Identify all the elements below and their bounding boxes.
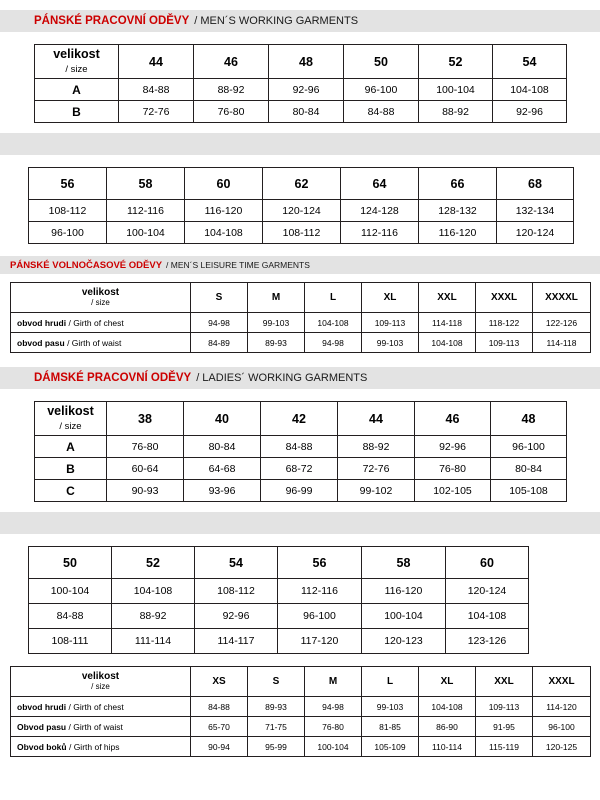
- measure-cell: 99-103: [248, 313, 305, 333]
- measure-cell: 116-120: [419, 222, 497, 244]
- row-label-en: / Girth of chest: [68, 701, 124, 712]
- measure-cell: 71-75: [248, 717, 305, 737]
- table-wrap-ladies-working-cont: [0, 546, 600, 654]
- measure-cell: 84-88: [261, 436, 338, 458]
- measure-cell: 68-72: [261, 458, 338, 480]
- measure-cell: 120-124: [446, 579, 529, 604]
- measure-cell: 94-98: [305, 333, 362, 353]
- measure-cell: 88-92: [338, 436, 415, 458]
- measure-cell: 84-88: [29, 604, 112, 629]
- row-label: C: [35, 480, 107, 502]
- table-ladies-working-cont: [28, 546, 529, 654]
- section-heading-mens-working: [0, 10, 600, 32]
- table-header-row: [29, 168, 574, 200]
- measure-cell: 109-113: [476, 697, 533, 717]
- measure-cell: 88-92: [112, 604, 195, 629]
- size-label-en: / size: [91, 682, 110, 692]
- measure-cell: 105-109: [362, 737, 419, 757]
- measure-cell: 90-94: [191, 737, 248, 757]
- measure-cell: 132-134: [497, 200, 574, 222]
- size-header-cell: L: [362, 667, 419, 697]
- measure-cell: 116-120: [185, 200, 263, 222]
- measure-cell: 96-100: [344, 79, 419, 101]
- table-row: [35, 101, 567, 123]
- measure-cell: 91-95: [476, 717, 533, 737]
- table-ladies-leisure: [10, 666, 591, 757]
- size-header-cell: 56: [278, 547, 362, 579]
- size-header-cell: 62: [263, 168, 341, 200]
- measure-cell: 80-84: [491, 458, 567, 480]
- heading-black-text: / MEN´S WORKING GARMENTS: [194, 15, 359, 27]
- row-label: [11, 697, 191, 717]
- table-row: [35, 79, 567, 101]
- size-label-cell: [35, 402, 107, 436]
- measure-cell: 115-119: [476, 737, 533, 757]
- measure-cell: 112-116: [341, 222, 419, 244]
- section-divider-bar: [0, 133, 600, 155]
- size-header-cell: 52: [419, 45, 493, 79]
- size-header-cell: S: [248, 667, 305, 697]
- table-header-row: [11, 283, 591, 313]
- size-header-cell: 54: [195, 547, 278, 579]
- measure-cell: 100-104: [305, 737, 362, 757]
- table-header-row: [11, 667, 591, 697]
- measure-cell: 84-88: [191, 697, 248, 717]
- size-header-cell: 52: [112, 547, 195, 579]
- measure-cell: 108-112: [263, 222, 341, 244]
- measure-cell: 100-104: [419, 79, 493, 101]
- measure-cell: 109-113: [476, 333, 533, 353]
- size-header-cell: 46: [415, 402, 491, 436]
- row-label-cz: obvod hrudi: [17, 317, 67, 328]
- size-header-cell: M: [248, 283, 305, 313]
- measure-cell: 80-84: [184, 436, 261, 458]
- size-label-cz: velikost: [81, 670, 120, 682]
- measure-cell: 105-108: [491, 480, 567, 502]
- size-header-cell: XL: [419, 667, 476, 697]
- size-header-cell: XXXXL: [533, 283, 591, 313]
- measure-cell: 76-80: [305, 717, 362, 737]
- measure-cell: 123-126: [446, 629, 529, 654]
- measure-cell: 84-89: [191, 333, 248, 353]
- heading-red-text: DÁMSKÉ PRACOVNÍ ODĚVY: [34, 372, 192, 384]
- table-row: [11, 313, 591, 333]
- measure-cell: 84-88: [344, 101, 419, 123]
- section-heading-ladies-working: [0, 367, 600, 389]
- measure-cell: 120-124: [263, 200, 341, 222]
- measure-cell: 120-124: [497, 222, 574, 244]
- size-label-cz: velikost: [47, 403, 94, 418]
- measure-cell: 114-117: [195, 629, 278, 654]
- measure-cell: 112-116: [107, 200, 185, 222]
- row-label: B: [35, 458, 107, 480]
- size-header-cell: 48: [269, 45, 344, 79]
- table-header-row: [29, 547, 529, 579]
- row-label-en: / Girth of waist: [67, 337, 122, 348]
- heading-black-text: / LADIES´ WORKING GARMENTS: [196, 372, 368, 384]
- section-divider-bar: [0, 512, 600, 534]
- size-header-cell: 38: [107, 402, 184, 436]
- row-label: A: [35, 436, 107, 458]
- measure-cell: 114-118: [419, 313, 476, 333]
- table-mens-leisure: [10, 282, 591, 353]
- size-label-cz: velikost: [53, 46, 100, 61]
- size-header-cell: 58: [107, 168, 185, 200]
- table-wrap-ladies-leisure: [0, 666, 600, 757]
- measure-cell: 88-92: [419, 101, 493, 123]
- size-label-en: / size: [91, 298, 110, 308]
- row-label-cz: obvod pasu: [17, 337, 65, 348]
- measure-cell: 99-103: [362, 697, 419, 717]
- size-header-cell: S: [191, 283, 248, 313]
- size-label-cell: [11, 283, 191, 313]
- measure-cell: 76-80: [194, 101, 269, 123]
- table-wrap-mens-leisure: [0, 282, 600, 353]
- size-header-cell: 40: [184, 402, 261, 436]
- measure-cell: 92-96: [415, 436, 491, 458]
- measure-cell: 104-108: [305, 313, 362, 333]
- measure-cell: 120-125: [533, 737, 591, 757]
- row-label: [11, 737, 191, 757]
- size-header-cell: 50: [29, 547, 112, 579]
- measure-cell: 124-128: [341, 200, 419, 222]
- measure-cell: 100-104: [362, 604, 446, 629]
- size-header-cell: XXL: [419, 283, 476, 313]
- measure-cell: 80-84: [269, 101, 344, 123]
- measure-cell: 72-76: [119, 101, 194, 123]
- measure-cell: 104-108: [493, 79, 567, 101]
- measure-cell: 94-98: [305, 697, 362, 717]
- measure-cell: 102-105: [415, 480, 491, 502]
- table-row: [11, 333, 591, 353]
- table-mens-working: [34, 44, 567, 123]
- table-row: [29, 604, 529, 629]
- size-header-cell: 48: [491, 402, 567, 436]
- measure-cell: 94-98: [191, 313, 248, 333]
- measure-cell: 108-111: [29, 629, 112, 654]
- size-header-cell: 68: [497, 168, 574, 200]
- measure-cell: 64-68: [184, 458, 261, 480]
- measure-cell: 117-120: [278, 629, 362, 654]
- size-header-cell: 66: [419, 168, 497, 200]
- measure-cell: 92-96: [195, 604, 278, 629]
- table-wrap-mens-working-cont: [0, 167, 600, 244]
- measure-cell: 72-76: [338, 458, 415, 480]
- measure-cell: 96-100: [533, 717, 591, 737]
- measure-cell: 104-108: [112, 579, 195, 604]
- size-header-cell: XS: [191, 667, 248, 697]
- table-header-row: [35, 402, 567, 436]
- measure-cell: 92-96: [493, 101, 567, 123]
- measure-cell: 104-108: [419, 333, 476, 353]
- measure-cell: 65-70: [191, 717, 248, 737]
- row-label-en: / Girth of hips: [68, 741, 120, 752]
- size-header-cell: XXL: [476, 667, 533, 697]
- size-header-cell: M: [305, 667, 362, 697]
- table-wrap-ladies-working: [0, 401, 600, 502]
- heading-black-text: / MEN´S LEISURE TIME GARMENTS: [166, 260, 310, 270]
- heading-red-text: PÁNSKÉ VOLNOČASOVÉ ODĚVY: [10, 259, 163, 271]
- measure-cell: 100-104: [29, 579, 112, 604]
- row-label: [11, 717, 191, 737]
- table-row: [11, 717, 591, 737]
- size-header-cell: 64: [341, 168, 419, 200]
- table-row: [35, 480, 567, 502]
- table-row: [29, 579, 529, 604]
- size-header-cell: L: [305, 283, 362, 313]
- table-row: [29, 222, 574, 244]
- row-label: [11, 313, 191, 333]
- size-header-cell: 46: [194, 45, 269, 79]
- size-header-cell: 60: [185, 168, 263, 200]
- measure-cell: 99-103: [362, 333, 419, 353]
- table-wrap-mens-working: [0, 44, 600, 123]
- size-label-en: / size: [65, 64, 88, 76]
- measure-cell: 86-90: [419, 717, 476, 737]
- measure-cell: 118-122: [476, 313, 533, 333]
- measure-cell: 84-88: [119, 79, 194, 101]
- size-label-cell: [35, 45, 119, 79]
- row-label: [11, 333, 191, 353]
- measure-cell: 76-80: [107, 436, 184, 458]
- table-row: [11, 697, 591, 717]
- measure-cell: 88-92: [194, 79, 269, 101]
- measure-cell: 112-116: [278, 579, 362, 604]
- table-row: [11, 737, 591, 757]
- measure-cell: 104-108: [419, 697, 476, 717]
- size-header-cell: 58: [362, 547, 446, 579]
- table-row: [29, 629, 529, 654]
- measure-cell: 108-112: [195, 579, 278, 604]
- section-heading-mens-leisure: [0, 256, 600, 274]
- measure-cell: 76-80: [415, 458, 491, 480]
- measure-cell: 96-99: [261, 480, 338, 502]
- size-header-cell: XL: [362, 283, 419, 313]
- measure-cell: 108-112: [29, 200, 107, 222]
- table-row: [29, 200, 574, 222]
- size-label-cz: velikost: [81, 286, 120, 298]
- measure-cell: 89-93: [248, 697, 305, 717]
- row-label: A: [35, 79, 119, 101]
- measure-cell: 114-118: [533, 333, 591, 353]
- measure-cell: 99-102: [338, 480, 415, 502]
- size-header-cell: 42: [261, 402, 338, 436]
- row-label-cz: Obvod pasu: [17, 721, 67, 732]
- size-label-en: / size: [59, 421, 82, 433]
- measure-cell: 110-114: [419, 737, 476, 757]
- table-mens-working-cont: [28, 167, 574, 244]
- size-header-cell: 56: [29, 168, 107, 200]
- row-label-cz: Obvod boků: [17, 741, 67, 752]
- measure-cell: 93-96: [184, 480, 261, 502]
- measure-cell: 92-96: [269, 79, 344, 101]
- measure-cell: 116-120: [362, 579, 446, 604]
- measure-cell: 90-93: [107, 480, 184, 502]
- size-header-cell: 50: [344, 45, 419, 79]
- table-ladies-working: [34, 401, 567, 502]
- size-label-cell: [11, 667, 191, 697]
- table-row: [35, 458, 567, 480]
- row-label-en: / Girth of waist: [68, 721, 123, 732]
- size-header-cell: 44: [338, 402, 415, 436]
- measure-cell: 109-113: [362, 313, 419, 333]
- row-label-en: / Girth of chest: [68, 317, 124, 328]
- heading-red-text: PÁNSKÉ PRACOVNÍ ODĚVY: [34, 15, 190, 27]
- measure-cell: 104-108: [185, 222, 263, 244]
- row-label: B: [35, 101, 119, 123]
- measure-cell: 122-126: [533, 313, 591, 333]
- table-header-row: [35, 45, 567, 79]
- measure-cell: 111-114: [112, 629, 195, 654]
- size-header-cell: 60: [446, 547, 529, 579]
- row-label-cz: obvod hrudi: [17, 701, 67, 712]
- measure-cell: 81-85: [362, 717, 419, 737]
- measure-cell: 95-99: [248, 737, 305, 757]
- table-row: [35, 436, 567, 458]
- measure-cell: 60-64: [107, 458, 184, 480]
- measure-cell: 96-100: [29, 222, 107, 244]
- measure-cell: 100-104: [107, 222, 185, 244]
- size-header-cell: XXXL: [533, 667, 591, 697]
- measure-cell: 114-120: [533, 697, 591, 717]
- size-header-cell: XXXL: [476, 283, 533, 313]
- measure-cell: 89-93: [248, 333, 305, 353]
- size-header-cell: 54: [493, 45, 567, 79]
- measure-cell: 120-123: [362, 629, 446, 654]
- measure-cell: 104-108: [446, 604, 529, 629]
- size-header-cell: 44: [119, 45, 194, 79]
- measure-cell: 96-100: [491, 436, 567, 458]
- measure-cell: 96-100: [278, 604, 362, 629]
- measure-cell: 128-132: [419, 200, 497, 222]
